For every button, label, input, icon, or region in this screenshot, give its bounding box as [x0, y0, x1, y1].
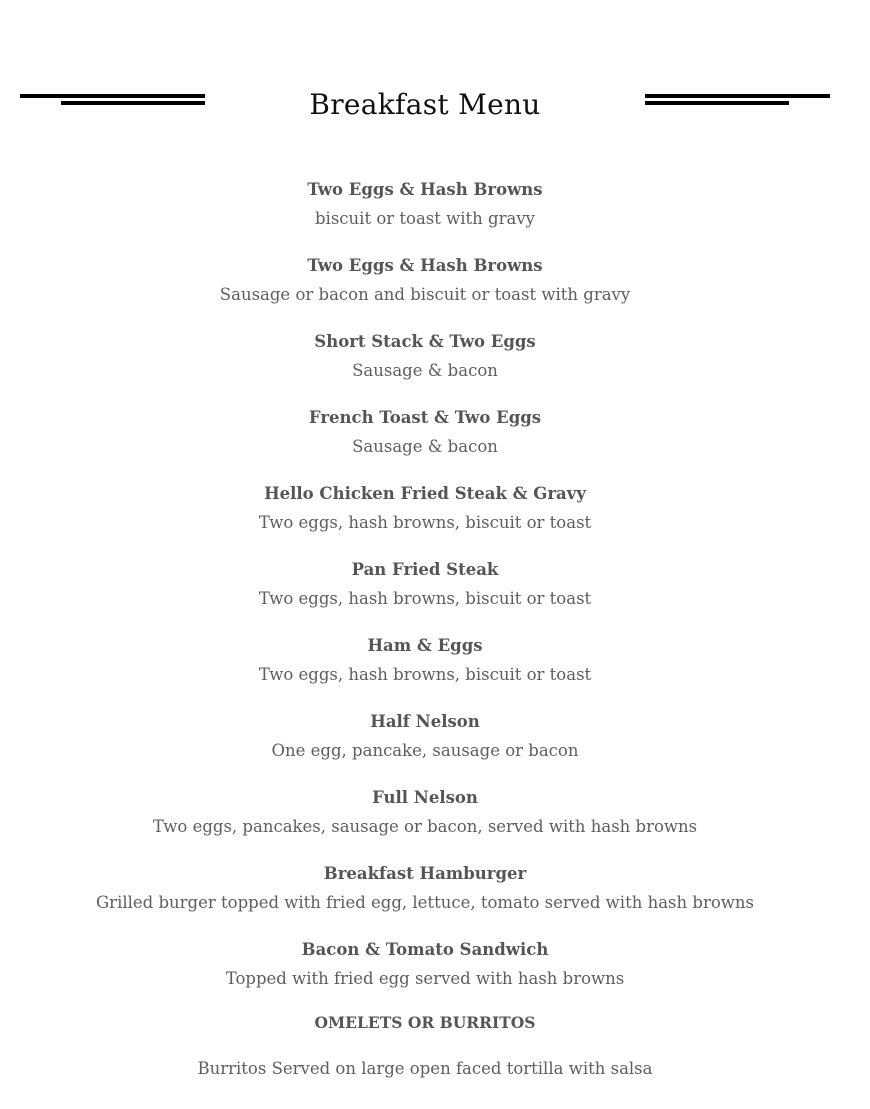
menu-item	[0, 558, 850, 634]
menu-item	[0, 938, 850, 1014]
menu-item-description: Sausage & bacon	[352, 437, 498, 456]
menu-item-description: Two eggs, hash browns, biscuit or toast	[258, 589, 592, 608]
menu-item-name: Short Stack & Two Eggs	[314, 332, 536, 351]
section-heading: OMELETS OR BURRITOS	[314, 1013, 536, 1032]
menu-item-name: Two Eggs & Hash Browns	[307, 180, 543, 199]
menu-item-description: One egg, pancake, sausage or bacon	[271, 741, 579, 760]
menu-item-description: Two eggs, hash browns, biscuit or toast	[258, 513, 592, 532]
page-title: Breakfast Menu	[309, 88, 541, 121]
menu-item	[0, 786, 850, 862]
menu-item-name: Breakfast Hamburger	[323, 864, 527, 883]
menu-item	[0, 406, 850, 482]
menu-item-name: Ham & Eggs	[367, 636, 483, 655]
menu-item-description: Sausage & bacon	[352, 361, 498, 380]
menu-item-name: Bacon & Tomato Sandwich	[301, 940, 549, 959]
menu-item	[0, 634, 850, 710]
menu-list	[0, 178, 850, 1014]
menu-item-name: Hello Chicken Fried Steak & Gravy	[264, 484, 586, 503]
menu-item	[0, 254, 850, 330]
menu-item	[0, 482, 850, 558]
menu-item-name: Half Nelson	[370, 712, 480, 731]
menu-item-name: Pan Fried Steak	[351, 560, 499, 579]
menu-item	[0, 862, 850, 938]
menu-item-name: Full Nelson	[372, 788, 478, 807]
menu-item	[0, 330, 850, 406]
menu-item	[0, 710, 850, 786]
menu-item-description: Grilled burger topped with fried egg, lettuce, tomato served with hash browns	[96, 893, 754, 912]
menu-item-name: French Toast & Two Eggs	[308, 408, 542, 427]
section-note: Burritos Served on large open faced tortilla with salsa	[197, 1059, 653, 1078]
menu-item-description: Sausage or bacon and biscuit or toast with gravy	[219, 285, 631, 304]
menu-item	[0, 178, 850, 254]
menu-item-description: Topped with fried egg served with hash browns	[225, 969, 625, 988]
menu-item-description: Two eggs, pancakes, sausage or bacon, served with hash browns	[152, 817, 698, 836]
menu-item-description: Two eggs, hash browns, biscuit or toast	[258, 665, 592, 684]
menu-item-name: Two Eggs & Hash Browns	[307, 256, 543, 275]
menu-item-description: biscuit or toast with gravy	[315, 209, 535, 228]
